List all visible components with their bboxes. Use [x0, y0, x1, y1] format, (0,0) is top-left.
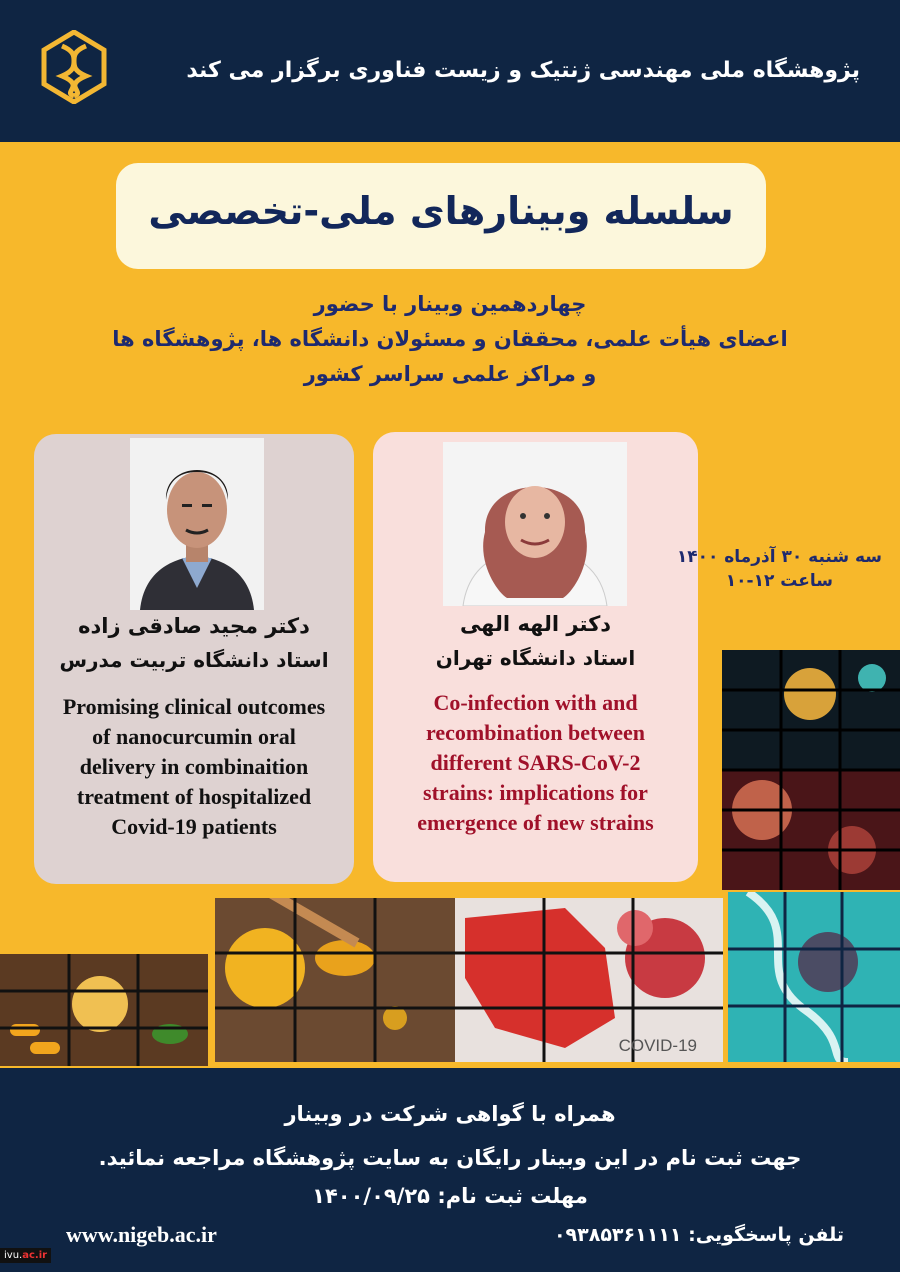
speaker-name-left: دکتر مجید صادقی زاده [78, 614, 310, 638]
date-line: سه شنبه ۳۰ آذرماه ۱۴۰۰ [676, 547, 882, 567]
talk-title-right: Co-infection with and recombination between different SARS-CoV-2 strains: implications for emergence of new strains [417, 690, 654, 835]
speaker-photo-left [130, 438, 264, 610]
speaker-card-right [373, 432, 698, 882]
man-portrait-icon [130, 438, 264, 610]
source-watermark [0, 1248, 51, 1263]
organizer-line: پژوهشگاه ملی مهندسی ژنتیک و زیست فناوری برگزار می کند [186, 58, 860, 83]
speaker-affiliation-right: استاد دانشگاه تهران [435, 646, 636, 670]
curcumin-capsule-icon [0, 954, 208, 1066]
subtitle-line-3: و مراکز علمی سراسر کشور [303, 362, 597, 386]
speaker-photo-right [443, 442, 627, 606]
virus-mosaic-icon [722, 650, 900, 890]
speaker-name-right: دکتر الهه الهی [459, 612, 612, 636]
registration-note: جهت ثبت نام در این وبینار رایگان به سایت پژوهشگاه مراجعه نمائید. [98, 1146, 802, 1170]
registration-deadline: مهلت ثبت نام: ۱۴۰۰/۰۹/۲۵ [312, 1184, 588, 1208]
virus-mosaic [722, 650, 900, 890]
time-line: ساعت ۱۲-۱۰ [725, 571, 834, 591]
website-link[interactable]: www.nigeb.ac.ir [66, 1222, 217, 1247]
turmeric-mosaic [215, 898, 455, 1062]
institute-logo-icon [40, 30, 108, 104]
title-box [116, 163, 766, 269]
covid-map-mosaic [455, 898, 723, 1062]
covid-label: COVID-19 [618, 1036, 697, 1055]
watermark-prefix: ivu. [4, 1250, 23, 1261]
certificate-note: همراه با گواهی شرکت در وبینار [284, 1102, 616, 1126]
speaker-card-left [34, 434, 354, 884]
capsule-mosaic [0, 954, 208, 1066]
watermark-suffix: ac.ir [22, 1250, 48, 1261]
talk-title-left: Promising clinical outcomes of nanocurcumin oral delivery in combinaition treatment of hospitalized Covid-19 patients [62, 694, 326, 839]
dna-mosaic [728, 892, 900, 1062]
dna-helix-icon [728, 892, 900, 1062]
speaker-affiliation-left: استاد دانشگاه تربیت مدرس [59, 648, 329, 672]
header-band [0, 0, 900, 142]
poster-title: سلسله وبینارهای ملی-تخصصی [148, 189, 734, 233]
woman-portrait-icon [443, 442, 627, 606]
date-time-block [677, 545, 882, 593]
turmeric-spoon-icon [215, 898, 455, 1062]
subtitle-line-1: چهاردهمین وبینار با حضور [313, 292, 587, 316]
contact-phone: تلفن پاسخگویی: ۰۹۳۸۵۳۶۱۱۱۱ [553, 1224, 844, 1246]
subtitle-line-2: اعضای هیأت علمی، محققان و مسئولان دانشگاه ها، پژوهشگاه ها [112, 327, 788, 351]
